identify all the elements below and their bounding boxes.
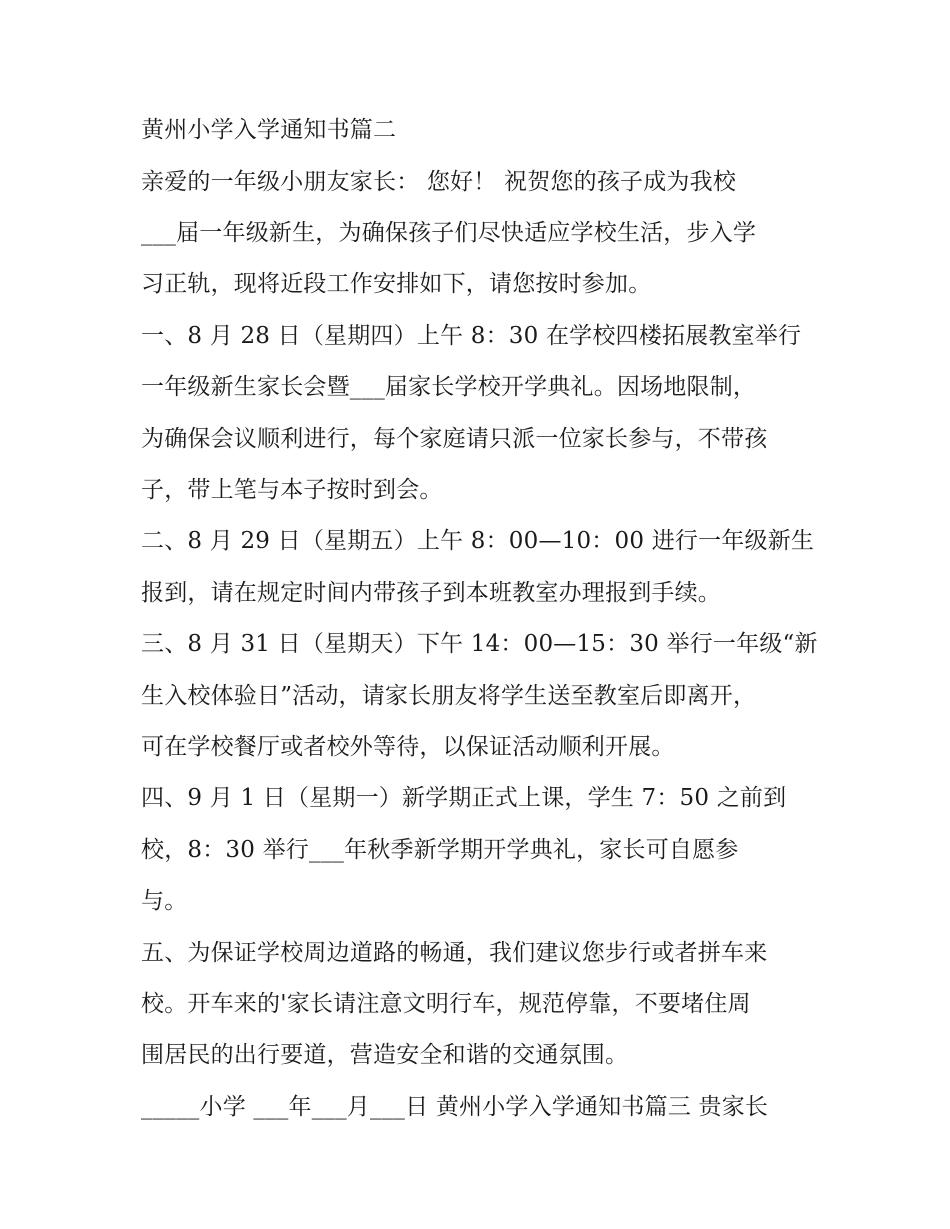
text-line: 一、8 月 28 日（星期四）上午 8：30 在学校四楼拓展教室举行 [141, 323, 802, 349]
text-line: ___届一年级新生，为确保孩子们尽快适应学校生活，步入学 [141, 220, 757, 246]
text-line: 围居民的出行要道，营造安全和谐的交通氛围。 [141, 1042, 629, 1068]
text-line: 三、8 月 31 日（星期天）下午 14：00—15：30 举行一年级“新 [141, 631, 818, 657]
text-line: 校。开车来的'家长请注意文明行车，规范停靠，不要堵住周 [141, 991, 751, 1017]
text-line: 亲爱的一年级小朋友家长： 您好！ 祝贺您的孩子成为我校 [141, 169, 737, 195]
text-line: 五、为保证学校周边道路的畅通，我们建议您步行或者拼车来 [141, 940, 768, 966]
text-line: 一年级新生家长会暨___届家长学校开学典礼。因场地限制， [141, 374, 757, 400]
text-line: 为确保会议顺利进行，每个家庭请只派一位家长参与，不带孩 [141, 426, 768, 452]
text-line: 可在学校餐厅或者校外等待，以保证活动顺利开展。 [141, 734, 675, 760]
text-line: 四、9 月 1 日（星期一）新学期正式上课，学生 7：50 之前到 [141, 785, 787, 811]
text-line: 校，8：30 举行___年秋季新学期开学典礼，家长可自愿参 [141, 837, 739, 863]
text-line: 习正轨，现将近段工作安排如下，请您按时参加。 [141, 271, 652, 297]
text-line: 与。 [141, 888, 188, 914]
text-line: _____小学 ___年___月___日 黄州小学入学通知书篇三 贵家长 [141, 1094, 769, 1120]
text-line: 生入校体验日”活动，请家长朋友将学生送至教室后即离开， [141, 683, 757, 709]
text-line: 子，带上笔与本子按时到会。 [141, 477, 443, 503]
text-line: 二、8 月 29 日（星期五）上午 8：00—10：00 进行一年级新生 [141, 528, 815, 554]
text-line: 报到，请在规定时间内带孩子到本班教室办理报到手续。 [141, 580, 721, 606]
document-title: 黄州小学入学通知书篇二 [141, 117, 397, 143]
